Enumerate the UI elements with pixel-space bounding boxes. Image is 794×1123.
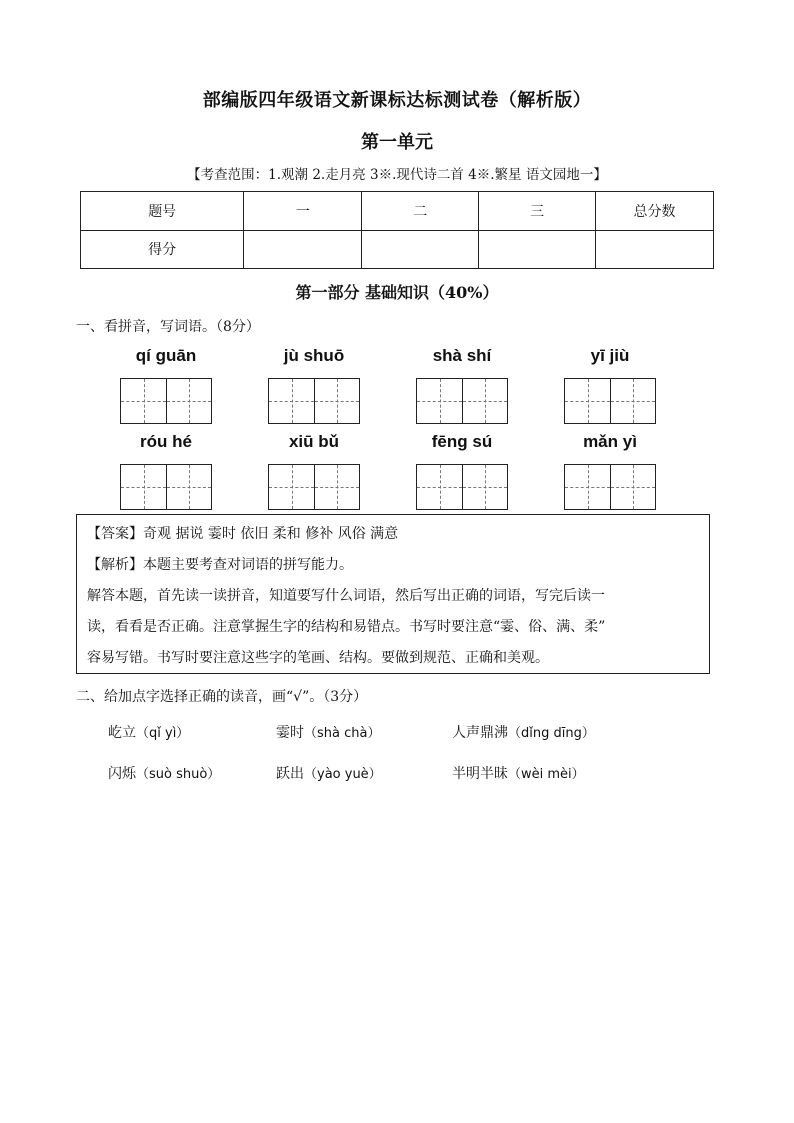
score-header-cell: 一 bbox=[244, 192, 362, 231]
score-row-label: 得分 bbox=[81, 230, 244, 269]
option-word: 霎时 bbox=[276, 725, 304, 741]
pinyin-label: qí guān bbox=[135, 346, 197, 365]
writing-cell[interactable] bbox=[269, 465, 314, 509]
writing-cell[interactable] bbox=[121, 379, 166, 423]
writing-cell[interactable] bbox=[610, 379, 655, 423]
option-pinyin: （qǐ yì） bbox=[136, 726, 190, 741]
reading-option[interactable] bbox=[108, 763, 220, 783]
pinyin-label: róu hé bbox=[140, 432, 192, 451]
writing-cell[interactable] bbox=[565, 465, 610, 509]
unit-heading: 第一单元 bbox=[361, 132, 433, 153]
pinyin-label: fēng sú bbox=[431, 432, 493, 451]
writing-cell[interactable] bbox=[121, 465, 166, 509]
writing-grid[interactable] bbox=[416, 378, 508, 424]
option-word: 人声鼎沸 bbox=[452, 725, 508, 741]
writing-grid[interactable] bbox=[564, 378, 656, 424]
writing-cell[interactable] bbox=[462, 465, 507, 509]
score-cell[interactable] bbox=[362, 230, 479, 269]
analysis-body-line: 容易写错。书写时要注意这些字的笔画、结构。要做到规范、正确和美观。 bbox=[87, 650, 549, 666]
score-header-cell: 三 bbox=[479, 192, 596, 231]
writing-cell[interactable] bbox=[417, 379, 462, 423]
writing-grid[interactable] bbox=[268, 464, 360, 510]
analysis-body-line: 读，看看是否正确。注意掌握生字的结构和易错点。书写时要注意“霎、俗、满、柔” bbox=[87, 619, 606, 635]
writing-grid[interactable] bbox=[564, 464, 656, 510]
exam-title: 部编版四年级语文新课标达标测试卷（解析版） bbox=[202, 90, 592, 111]
score-cell[interactable] bbox=[479, 230, 596, 269]
writing-grid[interactable] bbox=[120, 464, 212, 510]
reading-option[interactable] bbox=[276, 722, 380, 742]
writing-grid[interactable] bbox=[268, 378, 360, 424]
score-table bbox=[80, 191, 714, 269]
answer-line: 【答案】奇观 据说 霎时 依旧 柔和 修补 风俗 满意 bbox=[87, 526, 399, 542]
answer-analysis-box bbox=[76, 514, 710, 674]
question2-title: 二、给加点字选择正确的读音，画“√”。（3分） bbox=[76, 689, 368, 705]
writing-cell[interactable] bbox=[166, 379, 211, 423]
pinyin-label: xiū bǔ bbox=[288, 432, 340, 451]
option-word: 跃出 bbox=[276, 766, 304, 782]
writing-cell[interactable] bbox=[269, 379, 314, 423]
option-pinyin: （dǐng dīng） bbox=[508, 726, 595, 741]
writing-cell[interactable] bbox=[314, 465, 359, 509]
analysis-body-line: 解答本题，首先读一读拼音，知道要写什么词语，然后写出正确的词语，写完后读一 bbox=[87, 588, 605, 604]
option-word: 半明半昧 bbox=[452, 766, 508, 782]
writing-cell[interactable] bbox=[314, 379, 359, 423]
writing-cell[interactable] bbox=[166, 465, 211, 509]
score-table-header-row bbox=[81, 192, 714, 231]
writing-cell[interactable] bbox=[462, 379, 507, 423]
option-pinyin: （shà chà） bbox=[304, 726, 381, 741]
writing-grid[interactable] bbox=[416, 464, 508, 510]
score-header-cell: 二 bbox=[362, 192, 479, 231]
reading-option[interactable] bbox=[452, 763, 585, 783]
reading-option[interactable] bbox=[276, 763, 382, 783]
writing-grid[interactable] bbox=[120, 378, 212, 424]
pinyin-label: shà shí bbox=[432, 346, 492, 365]
question1-title: 一、看拼音，写词语。（8分） bbox=[76, 319, 260, 335]
score-header-cell: 题号 bbox=[81, 192, 244, 231]
score-header-cell: 总分数 bbox=[596, 192, 714, 231]
score-table-score-row bbox=[81, 230, 714, 269]
score-cell[interactable] bbox=[596, 230, 714, 269]
reading-option[interactable] bbox=[108, 722, 189, 742]
part1-heading: 第一部分 基础知识（40%） bbox=[295, 283, 499, 302]
writing-cell[interactable] bbox=[610, 465, 655, 509]
option-word: 闪烁 bbox=[108, 766, 136, 782]
pinyin-label: yī jiù bbox=[590, 346, 630, 365]
option-pinyin: （wèi mèi） bbox=[508, 767, 585, 782]
option-word: 屹立 bbox=[108, 725, 136, 741]
pinyin-label: jù shuō bbox=[283, 346, 345, 365]
option-pinyin: （suò shuò） bbox=[136, 767, 221, 782]
reading-option[interactable] bbox=[452, 722, 595, 742]
exam-scope: 【考查范围：1.观潮 2.走月亮 3※.现代诗二首 4※.繁星 语文园地一】 bbox=[187, 167, 607, 183]
writing-cell[interactable] bbox=[565, 379, 610, 423]
score-cell[interactable] bbox=[244, 230, 362, 269]
pinyin-label: mǎn yì bbox=[583, 432, 637, 451]
writing-cell[interactable] bbox=[417, 465, 462, 509]
analysis-line: 【解析】本题主要考查对词语的拼写能力。 bbox=[87, 557, 353, 573]
option-pinyin: （yào yuè） bbox=[304, 767, 382, 782]
